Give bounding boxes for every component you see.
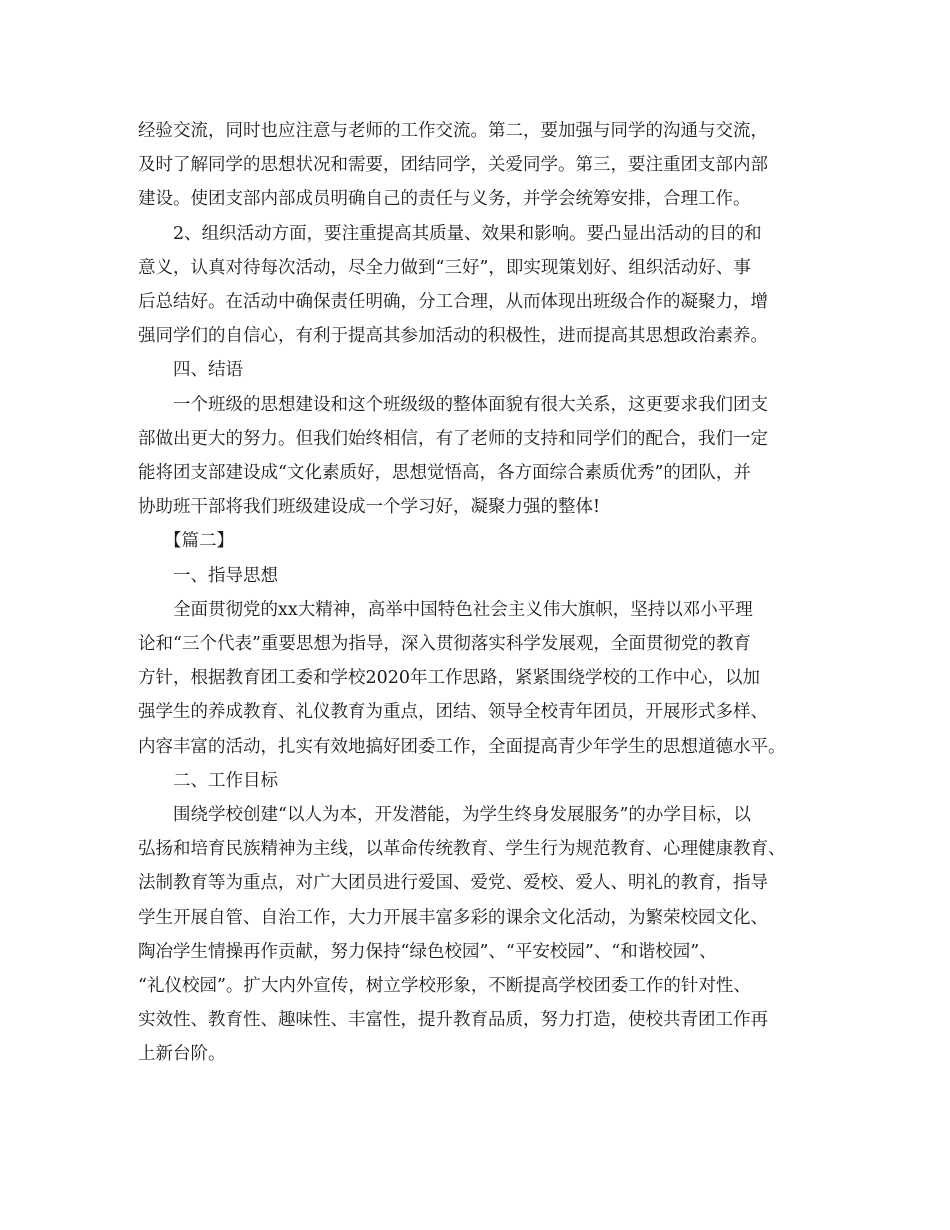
text-line: 能将团支部建设成“文化素质好，思想觉悟高，各方面综合素质优秀”的团队，并 — [138, 463, 751, 484]
text-line: 实效性、教育性、趣味性、丰富性，提升教育品质，努力打造，使校共青团工作再 — [138, 1010, 768, 1031]
text-line: 协助班干部将我们班级建设成一个学习好，凝聚力强的整体! — [138, 497, 601, 518]
text-line: 学生开展自管、自治工作，大力开展丰富多彩的课余文化活动，为繁荣校园文化、 — [138, 907, 768, 928]
text-line: 方针，根据教育团工委和学校2020年工作思路，紧紧围绕学校的工作中心，以加 — [138, 668, 761, 689]
document-body — [138, 114, 838, 1072]
text-line: “礼仪校园”。扩大内外宣传，树立学校形象，不断提高学校团委工作的针对性、 — [138, 976, 751, 997]
text-line: 及时了解同学的思想状况和需要，团结同学，关爱同学。第三，要注重团支部内部 — [138, 155, 768, 176]
text-line: 法制教育等为重点，对广大团员进行爱国、爱党、爱校、爱人、明礼的教育，指导 — [138, 873, 768, 894]
text-line: 部做出更大的努力。但我们始终相信，有了老师的支持和同学们的配合，我们一定 — [138, 428, 768, 449]
section-heading: 一、指导思想 — [173, 565, 278, 586]
text-line: 全面贯彻党的xx大精神，高举中国特色社会主义伟大旗帜，坚持以邓小平理 — [173, 599, 753, 620]
text-line: 强学生的养成教育、礼仪教育为重点，团结、领导全校青年团员，开展形式多样、 — [138, 702, 768, 723]
text-line: 弘扬和培育民族精神为主线，以革命传统教育、学生行为规范教育、心理健康教育、 — [138, 839, 786, 860]
text-line: 陶冶学生情操再作贡献，努力保持“绿色校园”、“平安校园”、“和谐校园”、 — [138, 941, 717, 962]
part-heading: 【篇二】 — [164, 531, 234, 552]
text-line: 围绕学校创建“以人为本，开发潜能，为学生终身发展服务”的办学目标，以 — [173, 805, 751, 826]
text-line: 建设。使团支部内部成员明确自己的责任与义务，并学会统筹安排，合理工作。 — [138, 189, 751, 210]
text-line: 强同学们的自信心，有利于提高其参加活动的积极性，进而提高其思想政治素养。 — [138, 326, 768, 347]
section-heading: 四、结语 — [173, 360, 243, 381]
text-line: 意义，认真对待每次活动，尽全力做到“三好”，即实现策划好、组织活动好、事 — [138, 257, 751, 278]
text-line: 论和“三个代表”重要思想为指导，深入贯彻落实科学发展观，全面贯彻党的教育 — [138, 634, 751, 655]
text-line: 一个班级的思想建设和这个班级级的整体面貌有很大关系，这更要求我们团支 — [173, 394, 768, 415]
text-line: 2、组织活动方面，要注重提高其质量、效果和影响。要凸显出活动的目的和 — [173, 223, 762, 244]
text-line: 经验交流，同时也应注意与老师的工作交流。第二，要加强与同学的沟通与交流， — [138, 121, 768, 141]
text-line: 后总结好。在活动中确保责任明确，分工合理，从而体现出班级合作的凝聚力，增 — [138, 292, 768, 313]
text-line: 上新台阶。 — [138, 1044, 226, 1065]
text-line: 内容丰富的活动，扎实有效地搞好团委工作，全面提高青少年学生的思想道德水平。 — [138, 736, 786, 757]
section-heading: 二、工作目标 — [173, 770, 278, 791]
